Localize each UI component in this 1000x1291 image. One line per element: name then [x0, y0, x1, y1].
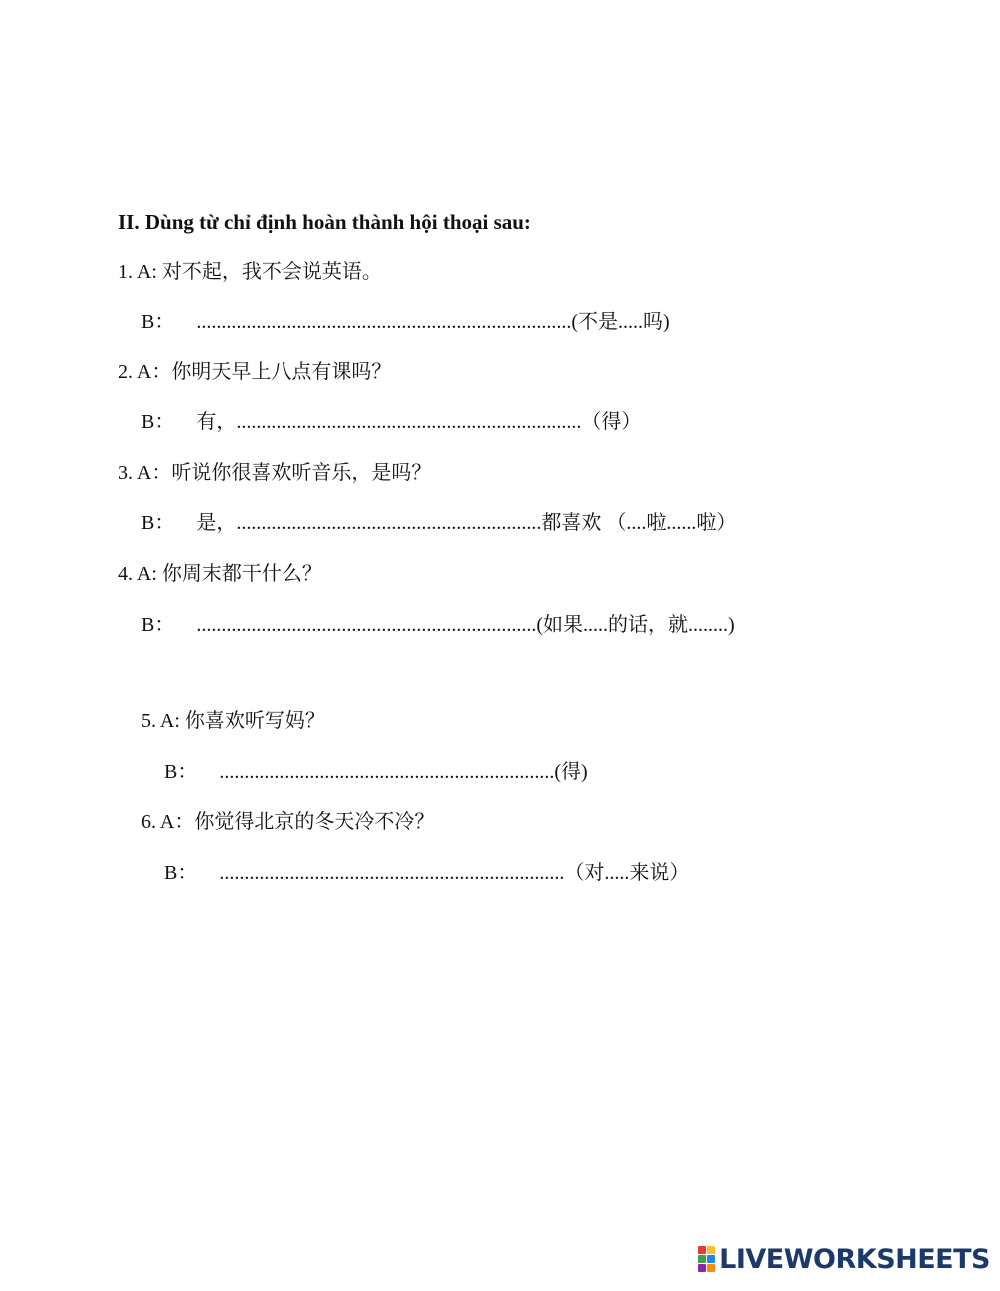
question-5-hint: (得): [554, 761, 588, 783]
question-6-a-label: 6. A：: [141, 811, 195, 833]
question-3-a-line: [118, 459, 431, 487]
question-6-a-line: [141, 808, 434, 836]
question-1-answer-blank[interactable]: ...........................................................................: [196, 311, 572, 333]
question-5-a-label: 5. A:: [141, 710, 185, 732]
question-4-answer-blank[interactable]: ....................................................................: [196, 614, 537, 636]
liveworksheets-logo-icon: [698, 1246, 715, 1272]
liveworksheets-logo: [698, 1243, 990, 1275]
question-1-hint: (不是.....吗): [571, 311, 670, 333]
question-3-b-prefix: 是，: [196, 512, 237, 534]
logo-block-1: [698, 1246, 706, 1254]
logo-block-2: [707, 1246, 715, 1254]
section-heading: II. Dùng từ chỉ định hoàn thành hội thoại sau:: [118, 210, 531, 234]
question-4-a-text: 你周末都干什么？: [161, 563, 322, 585]
question-6-a-text: 你觉得北京的冬天冷不冷？: [194, 811, 435, 833]
question-4-hint: (如果.....的话，就........): [536, 614, 735, 636]
question-1-a-line: [118, 258, 382, 286]
logo-block-5: [698, 1264, 706, 1272]
question-2-a-label: 2. A：: [118, 361, 172, 383]
question-2-a-text: 你明天早上八点有课吗？: [171, 361, 392, 383]
question-6-answer-blank[interactable]: .....................................................................: [219, 862, 565, 884]
question-3-answer-blank[interactable]: .............................................................: [236, 512, 542, 534]
question-2-b-prefix: 有，: [196, 411, 237, 433]
question-5-answer-blank[interactable]: ...................................................................: [219, 761, 555, 783]
question-6-b-label: B：: [164, 862, 198, 884]
question-2-b-line: [141, 408, 641, 436]
question-5-a-line: [141, 707, 325, 735]
question-3-b-label: B：: [141, 512, 175, 534]
question-2-a-line: [118, 358, 391, 386]
liveworksheets-logo-text: LIVEWORKSHEETS: [719, 1243, 990, 1275]
question-2-b-label: B：: [141, 411, 175, 433]
question-3-a-text: 听说你很喜欢听音乐，是吗？: [171, 462, 432, 484]
question-6-hint: （对.....来说）: [564, 862, 690, 884]
question-1-a-text: 对不起，我不会说英语。: [161, 261, 382, 283]
question-3-b-line: [141, 509, 736, 537]
question-5-b-line: [164, 758, 588, 786]
question-4-a-label: 4. A:: [118, 563, 162, 585]
question-4-b-label: B：: [141, 614, 175, 636]
question-6-b-line: [164, 859, 689, 887]
question-2-hint: （得）: [581, 411, 642, 433]
question-5-a-text: 你喜欢听写妈？: [184, 710, 325, 732]
question-3-a-label: 3. A：: [118, 462, 172, 484]
question-2-answer-blank[interactable]: .....................................................................: [236, 411, 582, 433]
question-1-a-label: 1. A:: [118, 261, 162, 283]
logo-block-6: [707, 1264, 715, 1272]
question-4-b-line: [141, 611, 735, 639]
logo-block-3: [698, 1255, 706, 1263]
question-3-hint: 都喜欢 （....啦......啦）: [541, 512, 737, 534]
question-1-b-label: B：: [141, 311, 175, 333]
question-5-b-label: B：: [164, 761, 198, 783]
logo-block-4: [707, 1255, 715, 1263]
question-4-a-line: [118, 560, 322, 588]
question-1-b-line: [141, 308, 670, 336]
